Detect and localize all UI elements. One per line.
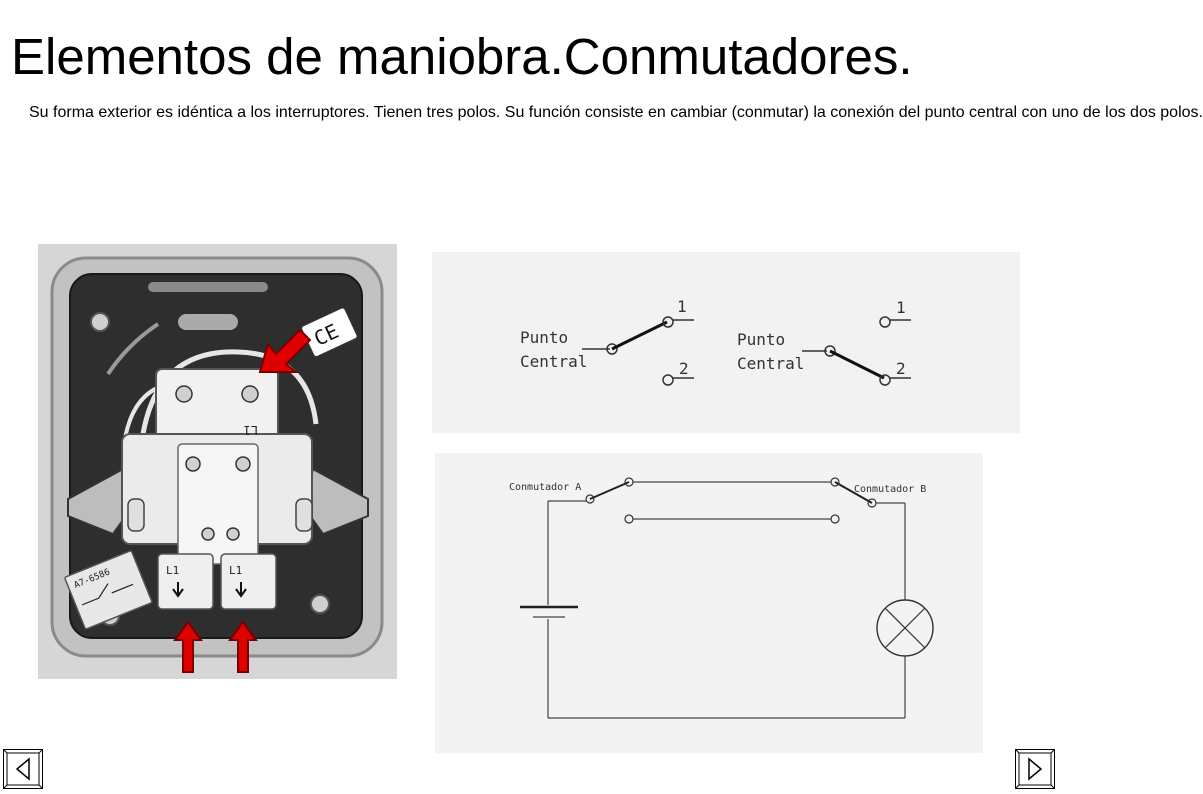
right-center-label-1: Punto [737, 330, 786, 349]
right-center-label-2: Central [737, 354, 805, 373]
slide-title: Elementos de maniobra.Conmutadores. [11, 28, 913, 85]
terminal-mark-right: L1 [229, 564, 243, 577]
slide-body-text: Su forma exterior es idéntica a los interruptores. Tienen tres polos. Su función consiste en cambiar (conmutar) la conexión del punto central con uno de los dos polos. [29, 104, 1203, 121]
left-center-label-2: Central [520, 352, 588, 371]
previous-slide-button[interactable] [3, 749, 43, 789]
ce-mark: CE [310, 318, 343, 351]
switch-photo [38, 244, 397, 679]
right-pole-1-label: 1 [896, 298, 906, 317]
switch-positions-diagram [432, 252, 1020, 433]
left-center-label-1: Punto [520, 328, 569, 347]
terminal-mark-left: L1 [166, 564, 180, 577]
next-slide-button[interactable] [1015, 749, 1055, 789]
switch-positions-svg [432, 252, 1020, 433]
left-pole-2-label: 2 [679, 359, 689, 378]
switch-a-label: Conmutador A [509, 482, 582, 493]
left-pole-1-label: 1 [677, 297, 687, 316]
triangle-left-icon [3, 749, 43, 789]
switch-b-label: Conmutador B [854, 484, 927, 495]
terminal-mark-top: L1 [243, 423, 258, 437]
triangle-right-icon [1015, 749, 1055, 789]
circuit-diagram [435, 453, 983, 753]
label-sticker-text: A7-6586 [72, 567, 112, 591]
switch-photo-drawing [38, 244, 397, 679]
circuit-diagram-svg [435, 453, 983, 753]
right-pole-2-label: 2 [896, 359, 906, 378]
